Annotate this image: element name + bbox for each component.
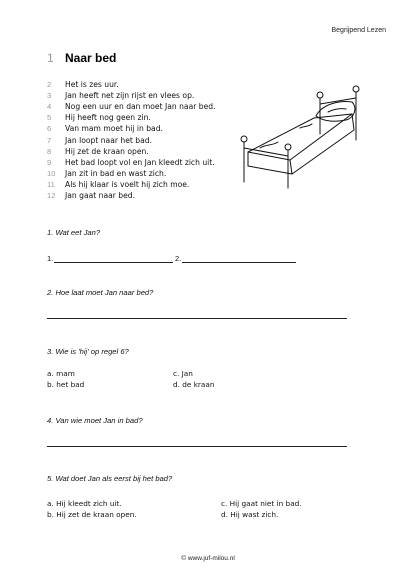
header-subject: Begrijpend Lezen	[331, 27, 386, 34]
answer-1-label: 1.	[47, 254, 54, 263]
story-line	[47, 79, 216, 90]
answer-2-line[interactable]	[182, 262, 296, 263]
story-line	[47, 146, 216, 157]
line-text: Jan gaat naar bed.	[65, 190, 136, 200]
story-line	[47, 190, 216, 201]
line-number: 6	[47, 124, 52, 134]
line-number: 11	[47, 179, 55, 189]
line-number: 3	[47, 91, 52, 101]
footer-copyright: © www.juf-milou.nl	[181, 555, 235, 562]
option-d[interactable]: d. Hij wast zich.	[221, 510, 279, 519]
line-text: Als hij klaar is voelt hij zich moe.	[65, 179, 190, 189]
line-text: Hij heeft nog geen zin.	[65, 113, 151, 123]
story-line	[47, 157, 216, 168]
story-line	[47, 168, 216, 179]
story-line	[47, 101, 216, 112]
story-line	[47, 134, 216, 145]
line-number: 9	[47, 157, 52, 167]
option-d[interactable]: d. de kraan	[173, 380, 215, 389]
line-number: 8	[47, 146, 52, 156]
option-a[interactable]: a. mam	[47, 369, 75, 378]
title-text: Naar bed	[65, 51, 117, 65]
option-b[interactable]: b. het bad	[47, 380, 85, 389]
question-4: 4. Van wie moet Jan in bad?	[47, 416, 143, 425]
answer-line[interactable]	[47, 446, 347, 447]
story-title	[47, 51, 116, 65]
line-text: Jan zit in bad en wast zich.	[65, 168, 167, 178]
line-text: Jan loopt naar het bad.	[65, 135, 152, 145]
bed-illustration	[230, 82, 378, 192]
line-number: 2	[47, 80, 52, 90]
answer-line[interactable]	[47, 318, 347, 319]
line-text: Hij zet de kraan open.	[65, 146, 149, 156]
answer-2-label: 2.	[175, 254, 182, 263]
story-line	[47, 112, 216, 123]
line-number: 4	[47, 102, 52, 112]
option-c[interactable]: c. Hij gaat niet in bad.	[221, 499, 302, 508]
question-1: 1. Wat eet Jan?	[47, 228, 101, 237]
line-number: 5	[47, 113, 52, 123]
line-text: Nog een uur en dan moet Jan naar bed.	[65, 102, 216, 112]
answer-1-line[interactable]	[54, 262, 173, 263]
line-text: Het bad loopt vol en Jan kleedt zich uit.	[65, 157, 215, 167]
story-line	[47, 90, 216, 101]
line-text: Van mam moet hij in bad.	[65, 124, 163, 134]
line-number: 7	[47, 135, 52, 145]
line-text: Jan heeft net zijn rijst en vlees op.	[65, 91, 195, 101]
line-number: 12	[47, 190, 56, 200]
option-a[interactable]: a. Hij kleedt zich uit.	[47, 499, 122, 508]
option-b[interactable]: b. Hij zet de kraan open.	[47, 510, 137, 519]
story-line	[47, 123, 216, 134]
question-5: 5. Wat doet Jan als eerst bij het bad?	[47, 474, 173, 483]
line-number: 10	[47, 168, 56, 178]
story-lines	[47, 79, 216, 201]
story-line	[47, 179, 216, 190]
question-3: 3. Wie is 'hij' op regel 6?	[47, 347, 129, 356]
option-c[interactable]: c. Jan	[173, 369, 193, 378]
question-2: 2. Hoe laat moet Jan naar bed?	[47, 288, 154, 297]
line-text: Het is zes uur.	[65, 80, 119, 90]
title-line-number: 1	[47, 51, 54, 65]
